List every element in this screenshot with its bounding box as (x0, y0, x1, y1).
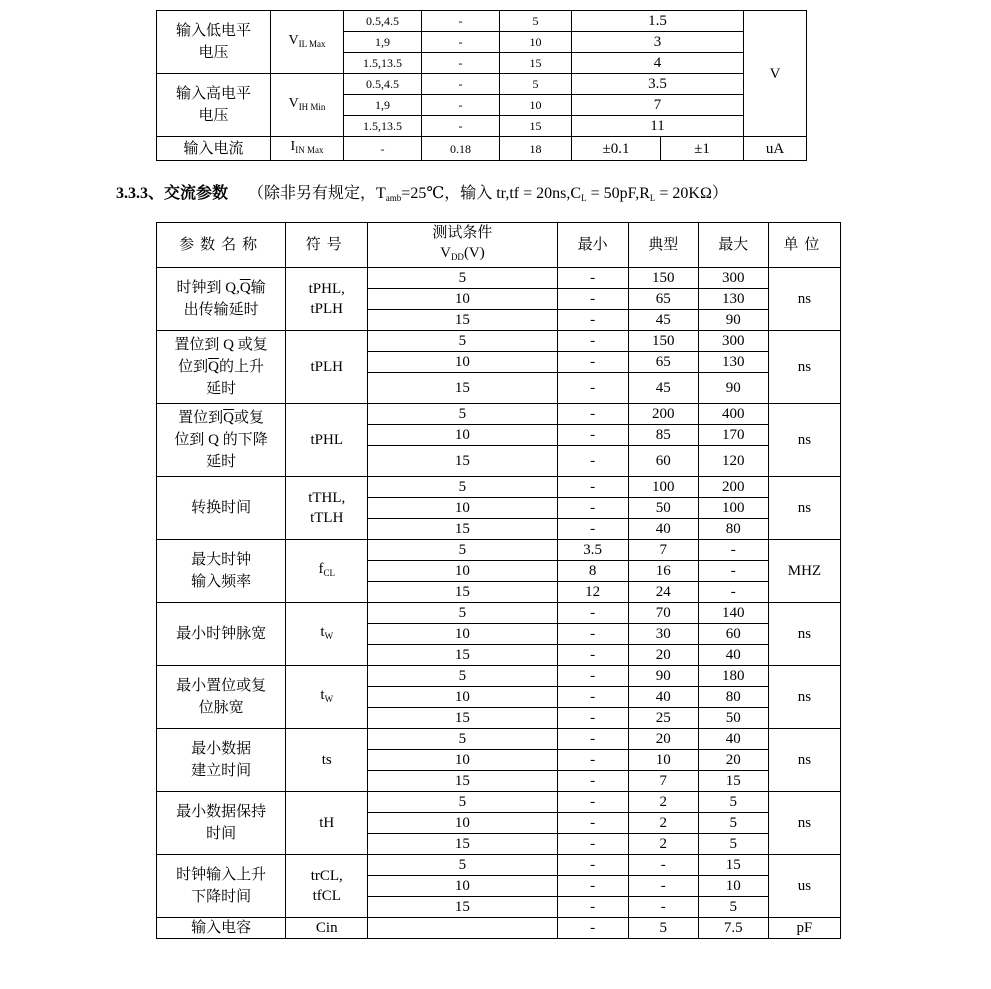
cell: 200 (628, 404, 698, 425)
table-row (157, 603, 841, 624)
param-name: 置位到$\overline{Q}$或复 位到 Q 的下降 延时 (157, 404, 286, 477)
cell: - (422, 116, 500, 137)
cell: 15 (500, 53, 572, 74)
cell: 65 (628, 352, 698, 373)
cell: 40 (628, 687, 698, 708)
cell: - (557, 477, 628, 498)
cell: 3 (572, 32, 744, 53)
symbol: trCL, tfCL (286, 855, 368, 918)
cell: 80 (698, 519, 768, 540)
cell: 45 (628, 310, 698, 331)
cell: 5 (368, 477, 557, 498)
cell: 15 (368, 834, 557, 855)
unit: pF (768, 918, 840, 939)
cell: 10 (368, 498, 557, 519)
cell: 10 (628, 750, 698, 771)
cell: 10 (368, 687, 557, 708)
cell: 5 (368, 855, 557, 876)
unit: ns (768, 331, 840, 404)
cell: 7 (628, 540, 698, 561)
table-row (157, 11, 807, 32)
cell: 0.18 (422, 137, 500, 161)
cell: 7 (628, 771, 698, 792)
param-name-iin: 输入电流 (157, 137, 271, 161)
cell: 20 (628, 645, 698, 666)
cell: - (628, 855, 698, 876)
unit: ns (768, 792, 840, 855)
param-name: 输入电容 (157, 918, 286, 939)
cell: 50 (698, 708, 768, 729)
cell: - (557, 603, 628, 624)
table-row (157, 331, 841, 352)
cell: 5 (368, 792, 557, 813)
unit-v: V (744, 11, 807, 137)
cell: 130 (698, 352, 768, 373)
cell: 10 (698, 876, 768, 897)
unit: ns (768, 729, 840, 792)
cell: - (557, 289, 628, 310)
cell: 85 (628, 425, 698, 446)
cell: ±1 (661, 137, 744, 161)
cell: 0.5,4.5 (344, 74, 422, 95)
cell: 5 (698, 813, 768, 834)
header-min: 最小 (557, 223, 628, 268)
cell: 10 (368, 561, 557, 582)
cell: 1,9 (344, 95, 422, 116)
cell: 90 (628, 666, 698, 687)
section-number: 3.3.3、交流参数 (116, 185, 229, 202)
cell: 15 (368, 708, 557, 729)
table-row (157, 855, 841, 876)
cell: 15 (368, 310, 557, 331)
symbol: Cin (286, 918, 368, 939)
cell: 4 (572, 53, 744, 74)
cell: 8 (557, 561, 628, 582)
cell: 5 (698, 834, 768, 855)
cell: 40 (698, 729, 768, 750)
cell: 2 (628, 813, 698, 834)
cell: 10 (500, 95, 572, 116)
cell: 10 (368, 876, 557, 897)
cell: 65 (628, 289, 698, 310)
cell: - (557, 834, 628, 855)
unit: ns (768, 477, 840, 540)
table-row (157, 137, 807, 161)
cell: 150 (628, 331, 698, 352)
cell: 70 (628, 603, 698, 624)
cell: 1,9 (344, 32, 422, 53)
cell: 20 (698, 750, 768, 771)
cell: - (557, 446, 628, 477)
cell: 15 (698, 855, 768, 876)
cell: 10 (368, 352, 557, 373)
header-row (157, 223, 841, 268)
cell: 24 (628, 582, 698, 603)
cell: 15 (698, 771, 768, 792)
param-name: 最小时钟脉宽 (157, 603, 286, 666)
cell: 120 (698, 446, 768, 477)
cell: 5 (368, 540, 557, 561)
cell: 130 (698, 289, 768, 310)
cell: - (557, 813, 628, 834)
cell: - (628, 897, 698, 918)
cell: - (422, 11, 500, 32)
cell: 45 (628, 373, 698, 404)
unit: ns (768, 603, 840, 666)
cell: - (557, 771, 628, 792)
cell: 200 (698, 477, 768, 498)
cell: 3.5 (572, 74, 744, 95)
cell: - (628, 876, 698, 897)
cell: 1.5,13.5 (344, 116, 422, 137)
cell: 60 (628, 446, 698, 477)
cell: 10 (500, 32, 572, 53)
unit: ns (768, 404, 840, 477)
test-conditions: （除非另有规定，$T_{amb}=25℃$，输入 $tr,tf = 20ns,C_L = 50pF,R_L = 20K\Omega$） (248, 185, 728, 203)
symbol: $f_{CL}$ (286, 540, 368, 603)
cell: 5 (628, 918, 698, 939)
cell: 10 (368, 425, 557, 446)
cell: 2 (628, 792, 698, 813)
unit: ns (768, 666, 840, 729)
symbol: tTHL, tTLH (286, 477, 368, 540)
cell: 0.5,4.5 (344, 11, 422, 32)
header-unit: 单位 (768, 223, 840, 268)
symbol-iin: $I_{IN Max}$ (271, 137, 344, 161)
cell: 2 (628, 834, 698, 855)
cell: - (557, 666, 628, 687)
table-row (157, 729, 841, 750)
header-typ: 典型 (628, 223, 698, 268)
cell: 180 (698, 666, 768, 687)
cell: - (422, 53, 500, 74)
cell: - (557, 624, 628, 645)
table-row (157, 918, 841, 939)
cell: - (557, 404, 628, 425)
symbol: $t_W$ (286, 666, 368, 729)
cell: 10 (368, 289, 557, 310)
symbol-vil: $V_{IL Max}$ (271, 11, 344, 74)
cell: 1.5 (572, 11, 744, 32)
table-row (157, 268, 841, 289)
cell: 60 (698, 624, 768, 645)
cell: 90 (698, 310, 768, 331)
table-row (157, 404, 841, 425)
cell: - (557, 352, 628, 373)
section-heading (116, 180, 728, 203)
cell: 15 (368, 446, 557, 477)
cell: 7 (572, 95, 744, 116)
table-row (157, 792, 841, 813)
symbol-vih: $V_{IH Min}$ (271, 74, 344, 137)
cell: - (698, 582, 768, 603)
cell: 5 (368, 331, 557, 352)
param-name: 最小数据 建立时间 (157, 729, 286, 792)
cell (368, 918, 557, 939)
cell: 3.5 (557, 540, 628, 561)
header-max: 最大 (698, 223, 768, 268)
cell: ±0.1 (572, 137, 661, 161)
param-name: 转换时间 (157, 477, 286, 540)
symbol: tPHL (286, 404, 368, 477)
unit: ns (768, 268, 840, 331)
cell: 30 (628, 624, 698, 645)
cell: 25 (628, 708, 698, 729)
cell: - (557, 425, 628, 446)
cell: 1.5,13.5 (344, 53, 422, 74)
ac-parameter-table (156, 222, 841, 939)
symbol: $t_W$ (286, 603, 368, 666)
param-name: 时钟输入上升 下降时间 (157, 855, 286, 918)
cell: 100 (698, 498, 768, 519)
cell: 40 (628, 519, 698, 540)
cell: 300 (698, 268, 768, 289)
table-row (157, 666, 841, 687)
cell: - (422, 74, 500, 95)
cell: - (344, 137, 422, 161)
cell: - (557, 687, 628, 708)
cell: 50 (628, 498, 698, 519)
cell: - (557, 310, 628, 331)
cell: - (557, 519, 628, 540)
cell: 5 (368, 268, 557, 289)
cell: 5 (368, 729, 557, 750)
cell: 5 (500, 11, 572, 32)
param-name: 最大时钟 输入频率 (157, 540, 286, 603)
dc-parameter-table (156, 10, 807, 161)
param-name: 最小数据保持 时间 (157, 792, 286, 855)
cell: 15 (368, 582, 557, 603)
symbol: tH (286, 792, 368, 855)
cell: 150 (628, 268, 698, 289)
cell: 5 (368, 603, 557, 624)
cell: - (557, 498, 628, 519)
cell: - (557, 918, 628, 939)
cell: - (422, 95, 500, 116)
cell: 5 (698, 897, 768, 918)
symbol: tPHL, tPLH (286, 268, 368, 331)
cell: - (557, 708, 628, 729)
unit-ua: uA (744, 137, 807, 161)
header-symbol: 符号 (286, 223, 368, 268)
cell: 170 (698, 425, 768, 446)
cell: 15 (500, 116, 572, 137)
param-name-vil: 输入低电平 电压 (157, 11, 271, 74)
symbol: tPLH (286, 331, 368, 404)
table-row (157, 74, 807, 95)
unit: MHZ (768, 540, 840, 603)
param-name: 置位到 Q 或复 位到$\overline{Q}$的上升 延时 (157, 331, 286, 404)
cell: 5 (500, 74, 572, 95)
cell: - (557, 373, 628, 404)
cell: - (557, 729, 628, 750)
cell: - (698, 540, 768, 561)
cell: 40 (698, 645, 768, 666)
cell: 300 (698, 331, 768, 352)
cell: 10 (368, 813, 557, 834)
cell: 12 (557, 582, 628, 603)
header-test-condition: 测试条件 $V_{DD}(V)$ (368, 223, 557, 268)
cell: 5 (368, 404, 557, 425)
cell: - (557, 331, 628, 352)
cell: 11 (572, 116, 744, 137)
cell: 10 (368, 750, 557, 771)
header-param-name: 参数名称 (157, 223, 286, 268)
cell: 20 (628, 729, 698, 750)
table-row (157, 477, 841, 498)
unit: us (768, 855, 840, 918)
cell: - (557, 268, 628, 289)
cell: 80 (698, 687, 768, 708)
symbol: ts (286, 729, 368, 792)
cell: 5 (698, 792, 768, 813)
cell: - (422, 32, 500, 53)
cell: - (557, 855, 628, 876)
cell: 15 (368, 897, 557, 918)
cell: 10 (368, 624, 557, 645)
table-row (157, 540, 841, 561)
param-name-vih: 输入高电平 电压 (157, 74, 271, 137)
cell: - (698, 561, 768, 582)
cell: 5 (368, 666, 557, 687)
cell: 90 (698, 373, 768, 404)
cell: 15 (368, 645, 557, 666)
cell: 7.5 (698, 918, 768, 939)
cell: - (557, 897, 628, 918)
cell: 18 (500, 137, 572, 161)
param-name: 时钟到 $Q,\overline{Q}$输 出传输延时 (157, 268, 286, 331)
cell: 100 (628, 477, 698, 498)
cell: 400 (698, 404, 768, 425)
cell: 15 (368, 373, 557, 404)
cell: 16 (628, 561, 698, 582)
cell: - (557, 645, 628, 666)
cell: 15 (368, 771, 557, 792)
param-name: 最小置位或复 位脉宽 (157, 666, 286, 729)
cell: 140 (698, 603, 768, 624)
cell: - (557, 876, 628, 897)
cell: - (557, 750, 628, 771)
cell: 15 (368, 519, 557, 540)
cell: - (557, 792, 628, 813)
